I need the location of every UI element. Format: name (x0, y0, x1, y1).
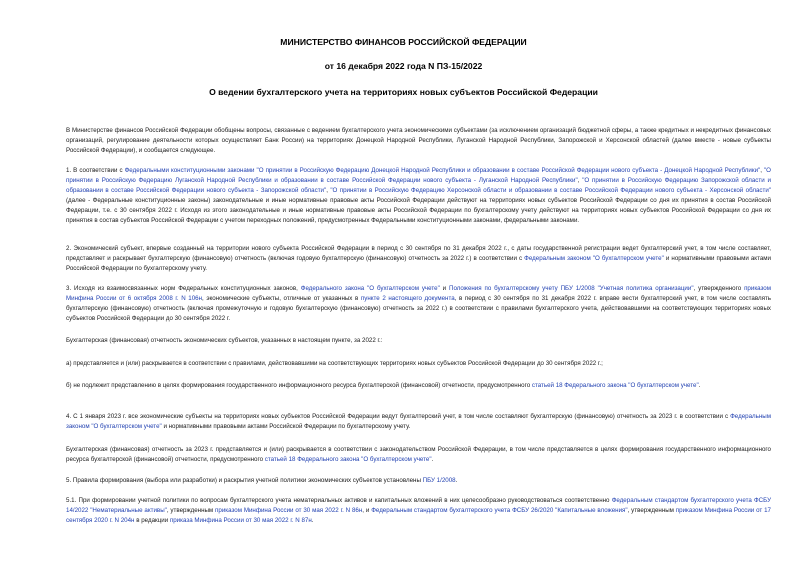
link-pbu-1-2008[interactable]: Положения по бухгалтерскому учету ПБУ 1/2008 "Учетная политика организации" (449, 285, 694, 292)
link-law-donetsk[interactable]: "О принятии в Российскую Федерацию Донецкой Народной Республики и образовании в составе Российской Федерации нового субъекта - Донецкой Народной Республики" (256, 167, 761, 174)
p2-text-2: и нормативными правовыми актами Российской Федерации по бухгалтерскому учету. (66, 255, 772, 272)
p4-text-1: 4. С 1 января 2023 г. все экономические субъекты на территориях новых субъектов Российской Федерации ведут бухгалтерский учет, в том числе составляют бухгалтерскую (финансовую) отчетность за 2023 г. в соответствии с (66, 413, 731, 420)
link-law-lugansk[interactable]: "О принятии в Российскую Федерацию Луганской Народной Республики и образовании в составе Российской Федерации нового субъекта - Луганской Народной Республики" (66, 167, 771, 184)
p4-text-2: и нормативными правовыми актами Российской Федерации по бухгалтерскому учету. (161, 423, 411, 430)
link-order-204n[interactable]: приказом Минфина России от 17 сентября 2020 г. N 204н (66, 507, 771, 524)
link-order-86n[interactable]: приказом Минфина России от 30 мая 2022 г. N 86н (215, 507, 363, 514)
p3-b-text-1: б) не подлежит представлению в целях формирования государственного информационного ресурса бухгалтерской (финансовой) отчетности, предусмотренного (66, 382, 532, 389)
paragraph-5-1 (66, 496, 771, 526)
p51-text-6: . (311, 517, 314, 524)
p1-text-4: , (577, 177, 583, 184)
p3-text-2: и (439, 285, 449, 292)
link-fsbu-26-2020[interactable]: Федеральным стандартом бухгалтерского учета ФСБУ 26/2020 "Капитальные вложения" (371, 507, 628, 514)
p1-text-5: , (326, 187, 331, 194)
link-accounting-law[interactable]: Федеральным законом "О бухгалтерском учете" (66, 413, 771, 430)
paragraph-1 (66, 166, 771, 226)
p51-text-4: , утвержденным (627, 507, 676, 514)
intro-paragraph (66, 126, 771, 156)
p51-text-3: , и (362, 507, 372, 514)
link-accounting-law[interactable]: Федеральным законом "О бухгалтерском учете" (524, 255, 664, 262)
paragraph-3-a (66, 359, 771, 369)
letter-date-number: от 16 декабря 2022 года N ПЗ-15/2022 (324, 61, 483, 71)
link-accounting-law[interactable]: Федерального закона "О бухгалтерском учете" (300, 285, 440, 292)
p1-text-3: , (760, 167, 764, 174)
p3-b-text-2: . (698, 382, 701, 389)
paragraph-4 (66, 412, 771, 432)
p3-report-text: Бухгалтерская (финансовая) отчетность экономических субъектов, указанных в настоящем пункте, за 2022 г.: (66, 337, 383, 344)
ministry-heading: МИНИСТЕРСТВО ФИНАНСОВ РОССИЙСКОЙ ФЕДЕРАЦИИ (280, 37, 527, 47)
p3-text-3: , утвержденного (693, 285, 745, 292)
p1-text-6: (далее - Федеральные конституционные законы) законодательные и иные нормативные правовые акты Российской Федерации действуют на территориях новых субъектов Российской Федерации со дня их принятия в состав Российской Федерации, т.е. с 30 сентября 2022 г. Исходя из этого законодательные и иные нормативные правовые акты Российской Федерации по бухгалтерскому учету действуют на территориях новых субъектов Российской Федерации со дня их принятия в состав субъектов Российской Федерации с учетом переходных положений, предусмотренных Федеральными конституционными законами, федеральными законами. (66, 197, 771, 224)
p3-text-1: 3. Исходя из взаимосвязанных норм Федеральных конституционных законов, (66, 285, 301, 292)
link-law-kherson[interactable]: "О принятии в Российскую Федерацию Херсонской области и образовании в составе Российской Федерации нового субъекта - Херсонской области" (330, 187, 771, 194)
p51-text-2: , утвержденным (166, 507, 216, 514)
p3-a-text: а) представляется и (или) раскрывается в соответствии с правилами, действовавшими на соответствующих территориях новых субъектов Российской Федерации до 30 сентября 2022 г.; (66, 360, 603, 367)
paragraph-2 (66, 244, 771, 274)
link-article-18[interactable]: статьей 18 Федерального закона "О бухгалтерском учете" (264, 456, 432, 463)
intro-text: В Министерстве финансов Российской Федерации обобщены вопросы, связанные с ведением бухгалтерского учета экономическими субъектами (за исключением организаций бюджетной сферы, а также кредитных и некредитных финансовых организаций, регулирование деятельности которых осуществляет Банк России) на территориях Донецкой Народной Республики, Луганской Народной Республики, Запорожской и Херсонской областей (далее вместе - новые субъекты Российской Федерации), и сообщается следующее. (66, 127, 771, 154)
paragraph-5 (66, 476, 771, 486)
link-pbu-1-2008-short[interactable]: ПБУ 1/2008 (422, 477, 456, 484)
p4-report-text-2: . (431, 456, 434, 463)
p51-text-5: в редакции (134, 517, 170, 524)
p51-text-1: 5.1. При формировании учетной политики по вопросам бухгалтерского учета нематериальных активов и капитальных вложений в них целесообразно руководствоваться соответственно (66, 497, 612, 504)
p3-text-5: , в период с 30 сентября по 31 декабря 2022 г. вправе вести бухгалтерский учет, в том числе составлять бухгалтерскую (финансовую) отчетность (включая промежуточную и годовую бухгалтерскую (финансовую) отчетность за 2022 г.) в соответствии с правилами бухгалтерского учета, действовавшими на соответствующих территориях новых субъектов Российской Федерации до 30 сентября 2022 г. (66, 295, 772, 322)
p3-text-4: , экономические субъекты, отличные от указанных в (202, 295, 361, 302)
paragraph-3-b (66, 381, 771, 391)
p2-text-1: 2. Экономический субъект, впервые созданный на территории нового субъекта Российской Федерации в период с 30 сентября по 31 декабря 2022 г., с даты государственной регистрации ведет бухгалтерский учет, в том числе составляет, представляет и раскрывает бухгалтерскую (финансовую) отчетность (включая годовую бухгалтерскую (финансовую) отчетность за 2022 г.) в соответствии с (66, 245, 771, 262)
link-order-106n[interactable]: приказом Минфина России от 6 октября 2008 г. N 106н (66, 285, 772, 302)
paragraph-3-report (66, 336, 771, 346)
link-federal-constitutional-laws[interactable]: Федеральными конституционными законами (124, 167, 255, 174)
link-item-2[interactable]: пункте 2 настоящего документа (360, 295, 455, 302)
p4-report-text-1: Бухгалтерская (финансовая) отчетность за 2023 г. представляется и (или) раскрывается в соответствии с законодательством Российской Федерации, в том числе представляется в целях формирования государственного информационного ресурса бухгалтерской (финансовой) отчетности, предусмотренного (66, 446, 771, 463)
p5-text-2: . (455, 477, 458, 484)
paragraph-4-report (66, 445, 771, 465)
paragraph-3 (66, 284, 771, 324)
link-law-zaporozhye[interactable]: "О принятии в Российскую Федерацию Запорожской области и образовании в составе Российской Федерации нового субъекта - Запорожской области" (66, 177, 771, 194)
p1-text-1: 1. В соответствии с (66, 167, 125, 174)
link-fsbu-14-2022[interactable]: Федеральным стандартом бухгалтерского учета ФСБУ 14/2022 "Нематериальные активы" (66, 497, 771, 514)
link-order-87n[interactable]: приказа Минфина России от 30 мая 2022 г. N 87н (169, 517, 312, 524)
link-article-18[interactable]: статьей 18 Федерального закона "О бухгалтерском учете" (531, 382, 699, 389)
p5-text-1: 5. Правила формирования (выбора или разработки) и раскрытия учетной политики экономических субъектов установлены (66, 477, 423, 484)
document-title: О ведении бухгалтерского учета на территориях новых субъектов Российской Федерации (209, 87, 598, 97)
